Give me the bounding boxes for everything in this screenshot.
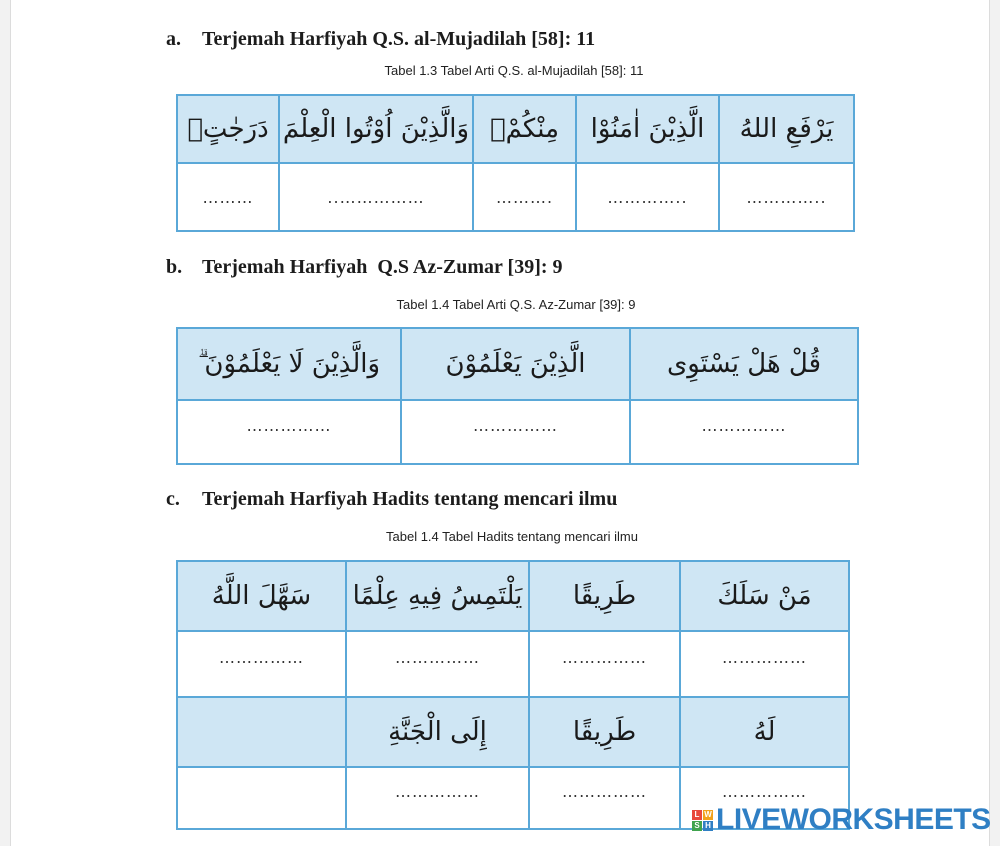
arabic-cell: الَّذِيْنَ يَعْلَمُوْنَ [401,328,630,400]
answer-field[interactable]: …………… [680,767,849,829]
arabic-cell: وَالَّذِيْنَ لَا يَعْلَمُوْنَ ۗ [177,328,401,400]
arabic-cell: قُلْ هَلْ يَسْتَوِى [630,328,858,400]
arabic-cell: طَرِيقًا [529,697,680,767]
arabic-cell: مَنْ سَلَكَ [680,561,849,631]
answer-field[interactable]: …………… [177,400,401,464]
section-c-arabic-row-1 [177,561,849,631]
answer-field[interactable]: …………… [401,400,630,464]
section-c-caption: Tabel 1.4 Tabel Hadits tentang mencari ilmu [386,529,638,544]
section-b-arabic-row [177,328,858,400]
answer-field[interactable]: …………… [346,767,529,829]
arabic-cell: الَّذِيْنَ اٰمَنُوْا [576,95,719,163]
section-b-answer-row [177,400,858,464]
answer-field[interactable]: …………… [680,631,849,697]
section-b-caption: Tabel 1.4 Tabel Arti Q.S. Az-Zumar [39]: 9 [396,297,636,312]
arabic-cell: طَرِيقًا [529,561,680,631]
section-c-table [176,560,850,830]
answer-field[interactable]: ..…………… [279,163,473,231]
arabic-cell: لَهُ [680,697,849,767]
section-c-arabic-row-2 [177,697,849,767]
liveworksheets-watermark [692,804,991,836]
arabic-cell: وَالَّذِيْنَ اُوْتُوا الْعِلْمَ [279,95,473,163]
answer-field[interactable]: ………. [473,163,576,231]
arabic-cell: يَرْفَعِ اللهُ [719,95,854,163]
section-a-arabic-row [177,95,854,163]
answer-field[interactable]: ………….. [719,163,854,231]
arabic-cell [177,697,346,767]
section-b-title: b. Terjemah Harfiyah Q.S Az-Zumar [39]: 9 [166,256,563,278]
answer-field[interactable]: …………… [177,631,346,697]
arabic-cell: إِلَى الْجَنَّةِ [346,697,529,767]
section-a-answer-row [177,163,854,231]
liveworksheets-logo-icon: L W S H [692,810,713,831]
section-a-caption: Tabel 1.3 Tabel Arti Q.S. al-Mujadilah [58]: 11 [384,63,644,78]
answer-field[interactable]: …………… [346,631,529,697]
section-a-table [176,94,855,232]
section-b-table [176,327,859,465]
section-c-title: c. Terjemah Harfiyah Hadits tentang mencari ilmu [166,488,618,510]
answer-field[interactable]: …………… [529,767,680,829]
arabic-cell: سَهَّلَ اللَّهُ [177,561,346,631]
answer-field[interactable]: …………… [630,400,858,464]
answer-field[interactable]: ……… [177,163,279,231]
arabic-cell: يَلْتَمِسُ فِيهِ عِلْمًا [346,561,529,631]
section-c-answer-row-1 [177,631,849,697]
watermark-text: LIVEWORKSHEETS [716,803,991,836]
arabic-cell: مِنْكُمْۙ [473,95,576,163]
answer-field [177,767,346,829]
answer-field[interactable]: ………….. [576,163,719,231]
section-a-title: a. Terjemah Harfiyah Q.S. al-Mujadilah [58]: 11 [166,28,596,50]
answer-field[interactable]: …………… [529,631,680,697]
arabic-cell: دَرَجٰتٍۗ [177,95,279,163]
